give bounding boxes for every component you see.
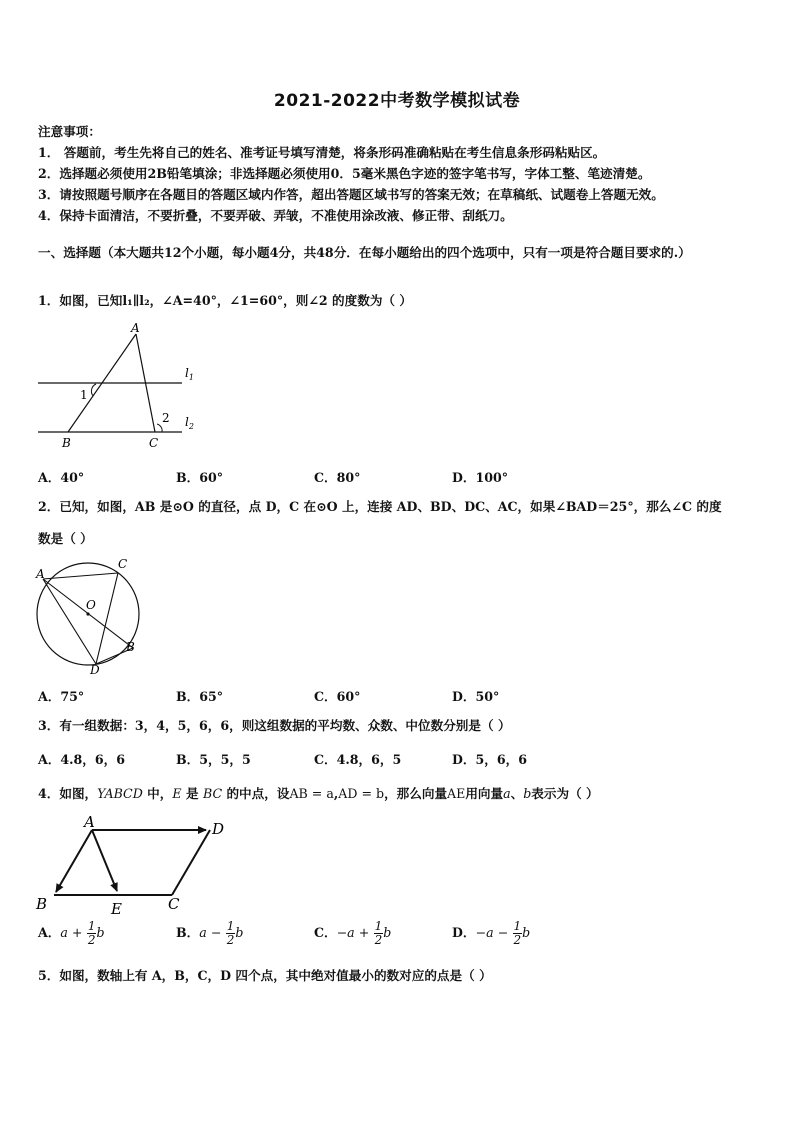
q4-option-a (38, 920, 105, 947)
q1-label-l1-sub: 1 (188, 373, 194, 382)
frac-numerator: 1 (513, 919, 522, 933)
q3-option-c: C．4.8，6，5 (314, 752, 402, 767)
q2-figure (34, 556, 144, 676)
q2-label-o: O (86, 598, 96, 612)
svg-text:l1 (185, 366, 194, 382)
q2-option-c: C．60° (314, 689, 361, 704)
q4-stem-a: 4．如图， (38, 786, 98, 801)
q4-segment-bc: BC (202, 786, 223, 801)
q3-option-a: A．4.8，6，6 (38, 752, 125, 767)
q4-option-c-b: b (383, 925, 392, 940)
q4-label-e: E (111, 900, 122, 917)
q2-label-c: C (118, 557, 128, 571)
q3-stem: 3．有一组数据：3，4，5，6，6，则这组数据的平均数、众数、中位数分别是（ ） (38, 718, 511, 733)
q1-label-l2-sub: 2 (188, 422, 194, 431)
q4-option-b (176, 920, 243, 947)
note-4: 4．保持卡面清洁，不要折叠，不要弄破、弄皱，不准使用涂改液、修正带、刮纸刀。 (38, 208, 513, 223)
q4-point-e: E (172, 786, 182, 801)
q1-label-b: B (62, 436, 71, 450)
q2-label-a: A (36, 567, 45, 581)
q4-label-c: C (168, 895, 180, 913)
q4-label-a: A (84, 813, 95, 831)
q2-label-d: D (90, 663, 100, 676)
q4-vector-ae: AE (447, 786, 466, 801)
q4-stem: 4．如图，YABCD 中，E 是 BC 的中点，设AB = a,AD = b，那么向量AE用向量a、b表示为（ ） (38, 786, 599, 801)
q4-stem-b: 中， (142, 786, 173, 801)
q4-label-d: D (212, 820, 225, 838)
q4-option-a-letter: A． (38, 925, 61, 940)
frac-numerator: 1 (87, 919, 96, 933)
q4-option-d (452, 920, 530, 947)
frac-numerator: 1 (226, 919, 235, 933)
q4-stem-g: 表示为（ ） (531, 786, 599, 801)
q4-figure (34, 812, 234, 917)
q4-stem-f: 用向量 (465, 786, 504, 801)
page-title: 2021-2022中考数学模拟试卷 (273, 91, 521, 111)
q4-option-c (314, 920, 391, 947)
q2-option-a: A．75° (38, 689, 85, 704)
q4-option-c-letter: C． (314, 925, 337, 940)
q4-option-b-fraction (226, 920, 236, 947)
q1-label-c: C (149, 436, 159, 450)
q2-option-d: D．50° (452, 689, 500, 704)
q4-option-a-b: b (96, 925, 105, 940)
frac-numerator: 1 (374, 919, 383, 933)
q1-stem: 1．如图，已知l₁∥l₂，∠A=40°，∠1=60°，则∠2 的度数为（ ） (38, 293, 412, 308)
q4-option-b-b: b (235, 925, 244, 940)
q4-option-b-letter: B． (176, 925, 200, 940)
q1-label-1: 1 (80, 388, 88, 402)
q4-stem-c: 是 (181, 786, 203, 801)
frac-denominator: 2 (226, 933, 235, 947)
section-heading: 一、选择题（本大题共12个小题，每小题4分，共48分．在每小题给出的四个选项中，只有一项是符合题目要求的.） (38, 245, 691, 260)
q4-option-b-pre: a − (199, 925, 222, 940)
q1-label-2: 2 (162, 411, 170, 425)
q2-option-b: B．65° (176, 689, 224, 704)
q4-vector-ad: AD = b (338, 786, 385, 801)
frac-denominator: 2 (87, 933, 96, 947)
q4-label-b: B (36, 895, 48, 913)
q5-stem: 5．如图，数轴上有 A，B，C，D 四个点，其中绝对值最小的数对应的点是（ ） (38, 968, 492, 983)
q1-option-b: B．60° (176, 470, 224, 485)
q4-option-d-letter: D． (452, 925, 476, 940)
note-3: 3．请按照题号顺序在各题目的答题区域内作答，超出答题区域书写的答案无效；在草稿纸、试题卷上答题无效。 (38, 187, 664, 202)
q2-stem-line1: 2．已知，如图，AB 是⊙O 的直径，点 D，C 在⊙O 上，连接 AD、BD、DC、AC，如果∠BAD＝25°，那么∠C 的度 (38, 499, 722, 514)
q4-option-c-pre: −a + (336, 925, 370, 940)
q3-option-d: D．5，6，6 (452, 752, 527, 767)
q1-option-a: A．40° (38, 470, 85, 485)
frac-denominator: 2 (513, 933, 522, 947)
q1-label-l1: l (185, 366, 189, 380)
notes-title: 注意事项： (38, 124, 101, 139)
q4-vec-b: b (523, 786, 532, 801)
q4-parallelogram: YABCD (97, 786, 143, 801)
q4-option-a-pre: a + (60, 925, 83, 940)
q1-option-c: C．80° (314, 470, 361, 485)
q4-option-d-b: b (522, 925, 531, 940)
q1-label-a: A (131, 321, 140, 335)
svg-text:l2 (185, 415, 194, 431)
q4-option-d-fraction (513, 920, 523, 947)
note-1: 1． 答题前，考生先将自己的姓名、准考证号填写清楚，将条形码准确粘贴在考生信息条形码粘贴区。 (38, 145, 606, 160)
q1-option-d: D．100° (452, 470, 509, 485)
q2-label-b: B (126, 640, 135, 654)
note-2: 2．选择题必须使用2B铅笔填涂；非选择题必须使用0．5毫米黑色字迹的签字笔书写，字体工整、笔迹清楚。 (38, 166, 651, 181)
q4-option-c-fraction (374, 920, 384, 947)
q4-stem-e: ，那么向量 (384, 786, 448, 801)
q4-option-d-pre: −a − (475, 925, 509, 940)
q3-option-b: B．5，5，5 (176, 752, 251, 767)
q1-figure (36, 318, 206, 453)
frac-denominator: 2 (374, 933, 383, 947)
q1-label-l2: l (185, 415, 189, 429)
q2-stem-line2: 数是（ ） (38, 531, 93, 546)
q4-stem-d: 的中点，设 (222, 786, 290, 801)
q4-vector-ab: AB = a (289, 786, 334, 801)
q4-vec-a: a (503, 786, 511, 801)
